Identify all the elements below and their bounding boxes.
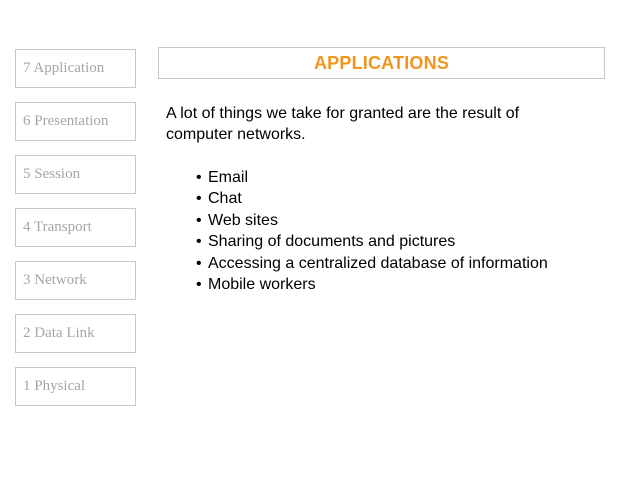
list-item-text: Sharing of documents and pictures — [208, 233, 456, 251]
layer-7-application — [15, 49, 136, 88]
bullet-icon: • — [196, 254, 202, 272]
applications-list — [196, 167, 548, 295]
list-item — [196, 210, 548, 231]
list-item — [196, 274, 548, 295]
title-box — [158, 47, 605, 79]
layer-4-transport — [15, 208, 136, 247]
list-item-text: Chat — [208, 190, 242, 208]
bullet-icon: • — [196, 169, 202, 186]
list-item — [196, 167, 548, 188]
list-item — [196, 231, 548, 252]
layer-1-physical — [15, 367, 136, 406]
bullet-icon: • — [196, 211, 202, 229]
layer-label: 7 Application — [23, 60, 105, 76]
list-item-text: Accessing a centralized database of information — [208, 254, 548, 272]
layer-label: 1 Physical — [23, 378, 86, 394]
list-item-text: Email — [208, 169, 249, 186]
bullet-icon: • — [196, 233, 202, 251]
layer-label: 2 Data Link — [23, 325, 95, 341]
layer-label: 5 Session — [23, 166, 81, 182]
bullet-icon: • — [196, 276, 202, 294]
layer-label: 6 Presentation — [23, 113, 109, 129]
list-item-text: Mobile workers — [208, 276, 316, 294]
layer-label: 3 Network — [23, 272, 87, 288]
layer-6-presentation — [15, 102, 136, 141]
layer-2-data-link — [15, 314, 136, 353]
page-title: APPLICATIONS — [313, 52, 450, 73]
intro-paragraph: A lot of things we take for granted are the result of computer networks. — [166, 105, 520, 143]
layer-5-session — [15, 155, 136, 194]
list-item-text: Web sites — [208, 211, 278, 229]
bullet-icon: • — [196, 190, 202, 208]
layer-label: 4 Transport — [23, 219, 92, 235]
list-item — [196, 253, 548, 274]
list-item — [196, 188, 548, 209]
layer-3-network — [15, 261, 136, 300]
